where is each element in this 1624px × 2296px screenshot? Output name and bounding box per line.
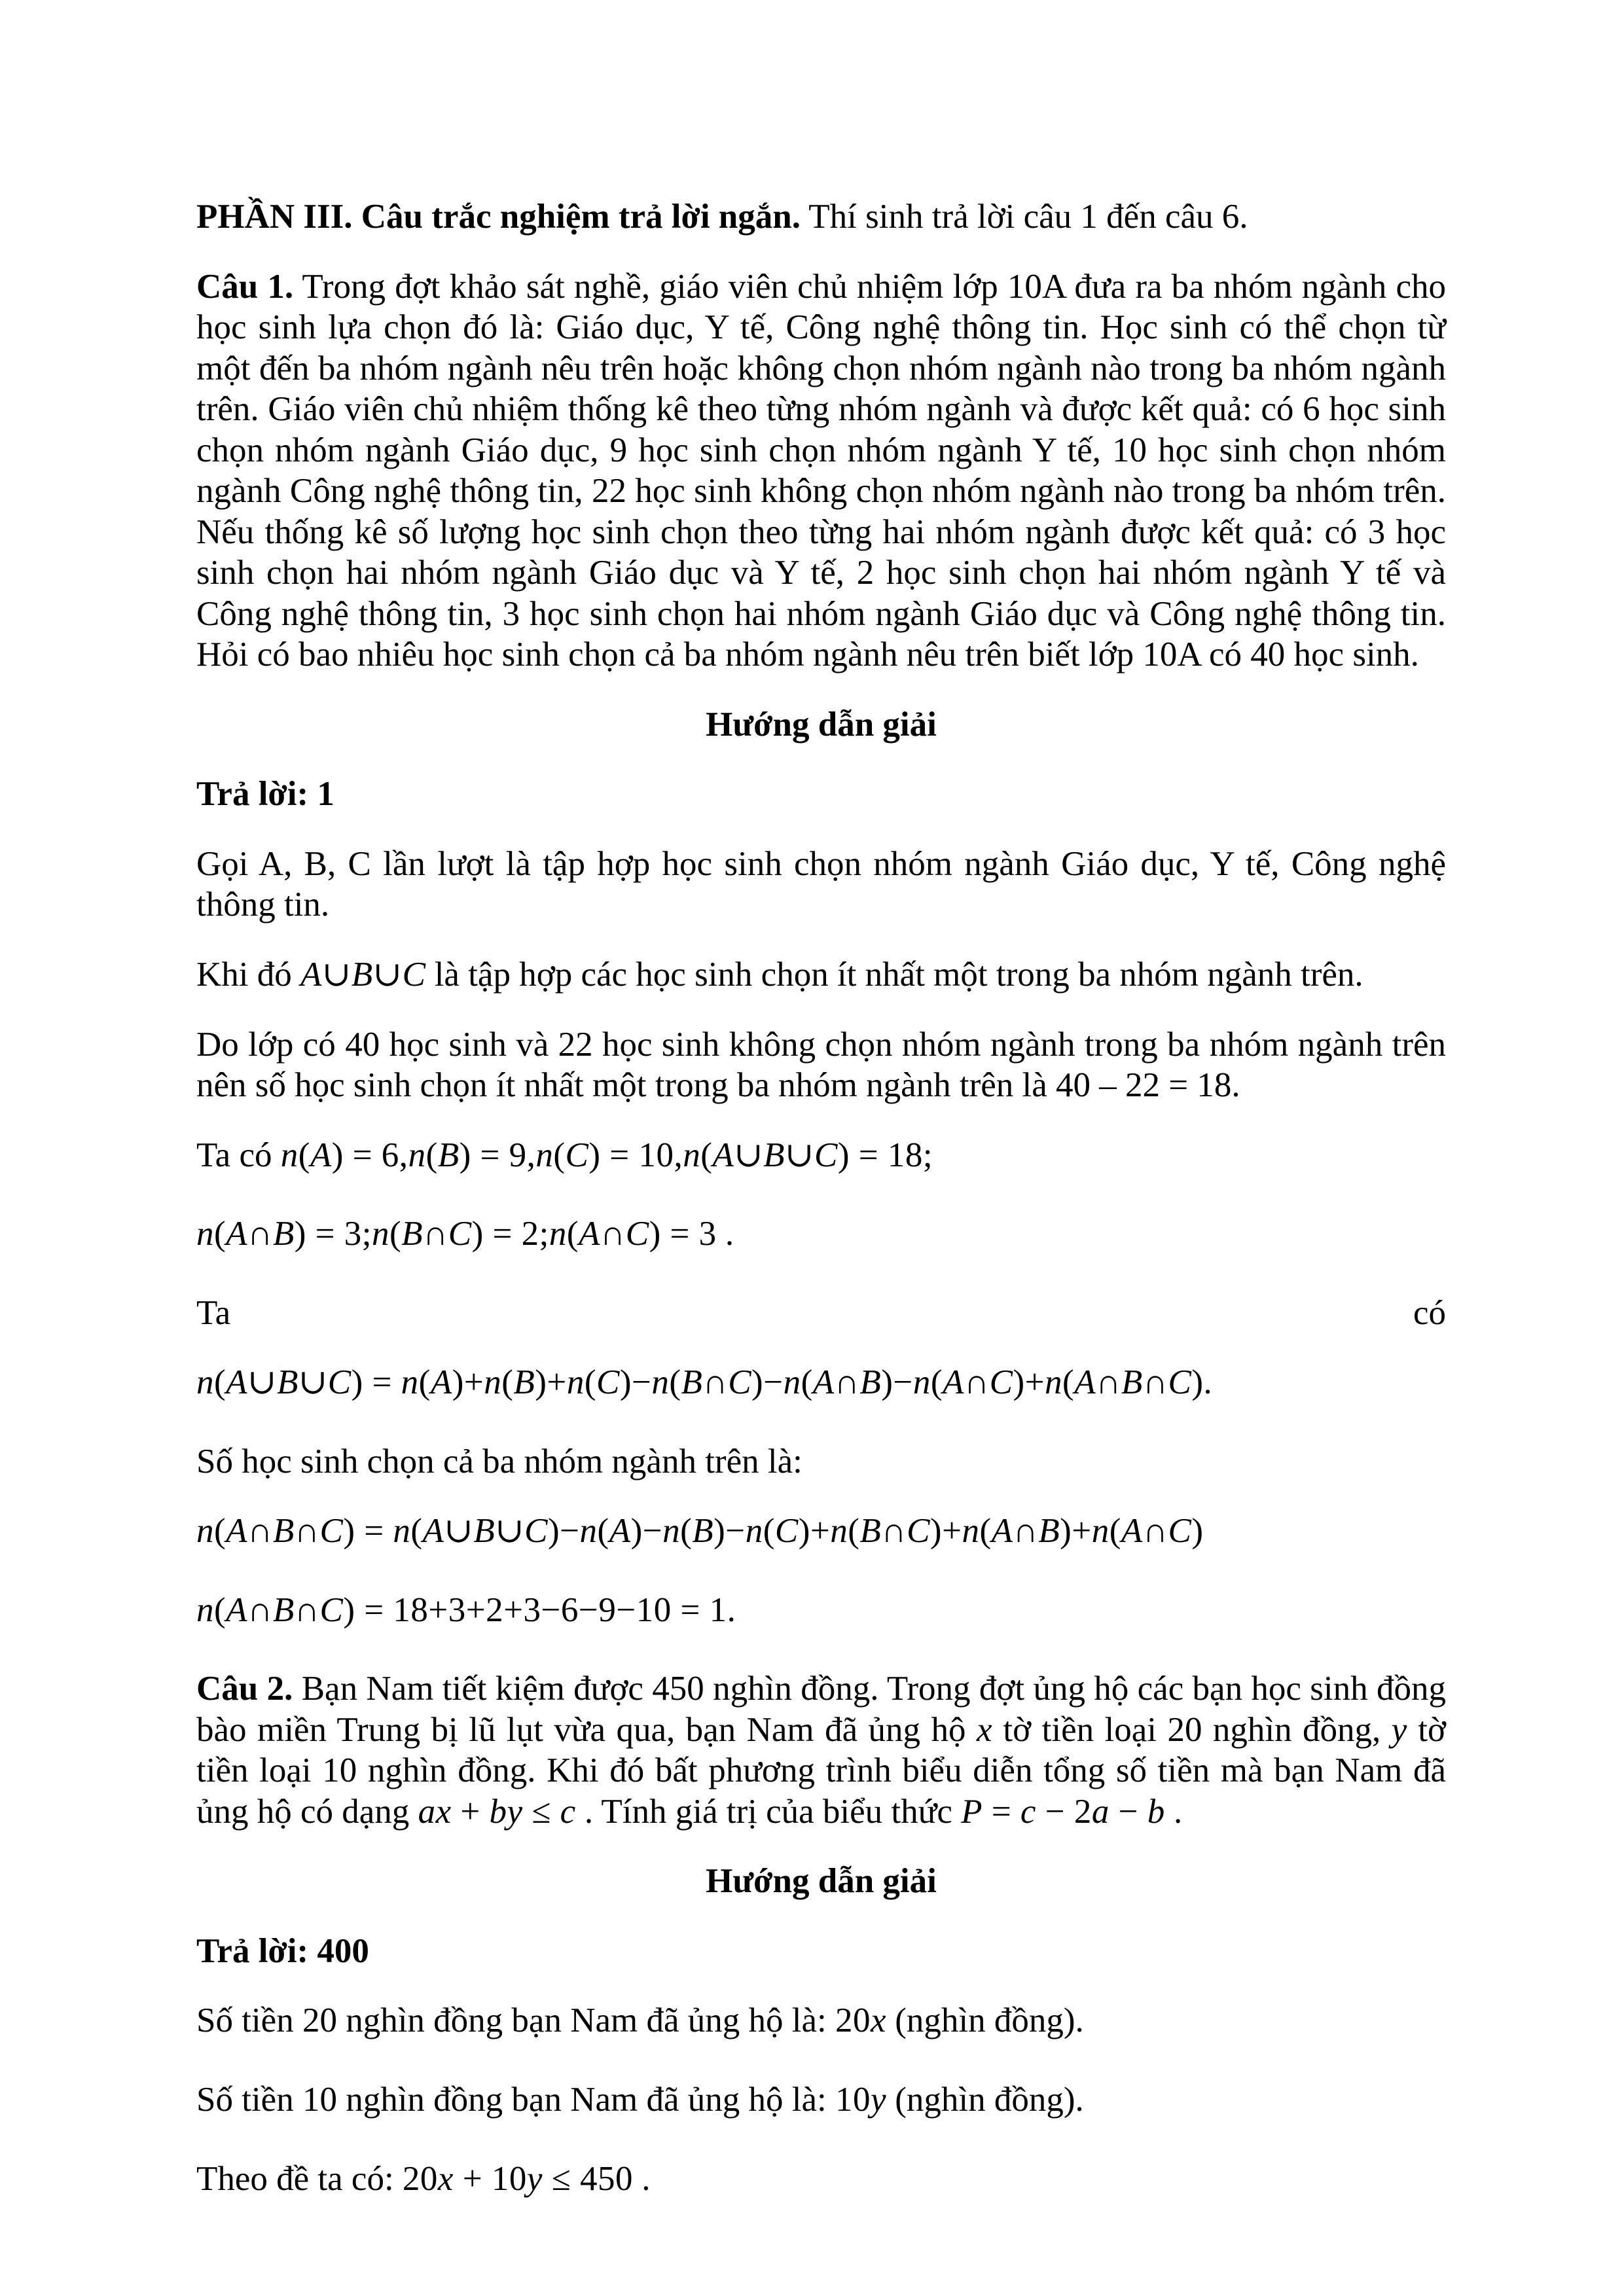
cau2-label: Câu 2. <box>196 1670 293 1708</box>
math-expression: n(A∪B∪C) = n(A)+n(B)+n(C)−n(B∩C)−n(A∩B)−n(A∩C)+n(A∩B∩C). <box>196 1363 1213 1402</box>
cau1-statement <box>196 266 1446 675</box>
solution-text: là tập hợp các học sinh chọn ít nhất một trong ba nhóm ngành trên. <box>425 955 1363 994</box>
cau2-statement-text: Bạn Nam tiết kiệm được 450 nghìn đồng. Trong đợt ủng hộ các bạn học sinh đồng bào miền Trung bị lũ lụt vừa qua, bạn Nam đã ủng hộ <box>196 1670 1446 1749</box>
math-expression: n(A) = 6,n(B) = 9,n(C) = 10,n(A∪B∪C) = 18; <box>280 1136 933 1174</box>
cau2-solution-p3 <box>196 2159 1446 2200</box>
math-expression: n(A∩B) = 3;n(B∩C) = 2;n(A∩C) = 3 <box>196 1215 717 1253</box>
cau1-label: Câu 1. <box>196 267 294 306</box>
math-expression: A∪B∪C <box>300 955 426 994</box>
math-expression: y <box>1391 1710 1407 1749</box>
solution-text: Số học sinh chọn cả ba nhóm ngành trên là: <box>196 1442 803 1480</box>
cau1-equation-3 <box>196 1362 1446 1403</box>
cau1-solution-p1 <box>196 844 1446 925</box>
cau1-guide-heading: Hướng dẫn giải <box>706 705 937 744</box>
math-expression: ax + by ≤ c <box>418 1792 576 1831</box>
section-header-bold: PHẦN III. Câu trắc nghiệm trả lời ngắn. <box>196 198 801 236</box>
cau2-statement-text: . Tính giá trị của biểu thức <box>575 1792 962 1831</box>
solution-text: Khi đó <box>196 955 300 994</box>
solution-text: Ta có <box>196 1136 281 1174</box>
cau1-equation-4 <box>196 1511 1446 1552</box>
cau1-statement-text: Trong đợt khảo sát nghề, giáo viên chủ nhiệm lớp 10A đưa ra ba nhóm ngành cho học sinh lựa chọn đó là: Giáo dục, Y tế, Công nghệ thông tin. Học sinh có thể chọn từ một đến ba nhóm ngành nêu trên hoặc không chọn nhóm ngành nào trong ba nhóm ngành trên. Giáo viên chủ nhiệm thống kê theo từng nhóm ngành và được kết quả: có 6 học sinh chọn nhóm ngành Giáo dục, 9 học sinh chọn nhóm ngành Y tế, 10 học sinh chọn nhóm ngành Công nghệ thông tin, 22 học sinh không chọn nhóm ngành nào trong ba nhóm trên. Nếu thống kê số lượng học sinh chọn theo từng hai nhóm ngành được kết quả: có 3 học sinh chọn hai nhóm ngành Giáo dục và Y tế, 2 học sinh chọn hai nhóm ngành Y tế và Công nghệ thông tin, 3 học sinh chọn hai nhóm ngành Giáo dục và Công nghệ thông tin. Hỏi có bao nhiêu học sinh chọn cả ba nhóm ngành nêu trên biết lớp 10A có 40 học sinh. <box>196 267 1446 674</box>
cau2-statement-text: . <box>1164 1792 1183 1831</box>
section-header-regular: Thí sinh trả lời câu 1 đến câu 6. <box>801 198 1248 236</box>
justified-left-word: Ta <box>196 1293 231 1332</box>
math-expression: x <box>976 1710 992 1749</box>
math-expression: 20x + 10y ≤ 450 <box>402 2159 633 2198</box>
cau2-statement-text: tờ tiền loại 10 nghìn đồng. Khi đó bất phương trình biểu diễn tổng số tiền mà bạn Nam đã ủng hộ có dạng <box>196 1710 1446 1831</box>
solution-text: Số tiền 20 nghìn đồng bạn Nam đã ủng hộ là: <box>196 2001 835 2040</box>
section-header <box>196 196 1446 238</box>
solution-text: Do lớp có 40 học sinh và 22 học sinh không chọn nhóm ngành trong ba nhóm ngành trên nên số học sinh chọn ít nhất một trong ba nhóm ngành trên là 40 – 22 = 18. <box>196 1025 1446 1105</box>
solution-text: . <box>632 2159 651 2198</box>
cau1-solution-p2 <box>196 954 1446 996</box>
justified-right-word: có <box>1413 1293 1446 1332</box>
cau2-answer-line: Trả lời: 400 <box>196 1931 369 1970</box>
cau1-justified-line <box>196 1293 1446 1334</box>
cau1-equation-1 <box>196 1135 1446 1176</box>
math-expression: n(A∩B∩C) = 18+3+2+3−6−9−10 = 1. <box>196 1590 736 1629</box>
math-expression: n(A∩B∩C) = n(A∪B∪C)−n(A)−n(B)−n(C)+n(B∩C)+n(A∩B)+n(A∩C) <box>196 1512 1204 1551</box>
solution-text: Số tiền 10 nghìn đồng bạn Nam đã ủng hộ là: <box>196 2081 835 2119</box>
cau2-solution-p2 <box>196 2079 1446 2121</box>
cau2-statement-text: tờ tiền loại 20 nghìn đồng, <box>992 1710 1392 1749</box>
cau1-answer-line: Trả lời: 1 <box>196 775 334 814</box>
cau2-solution-p1 <box>196 2000 1446 2041</box>
solution-text: (nghìn đồng). <box>886 2081 1084 2119</box>
cau2-guide-heading: Hướng dẫn giải <box>706 1862 937 1901</box>
math-expression: 20x <box>835 2001 887 2040</box>
cau1-equation-2 <box>196 1213 1446 1255</box>
solution-text: Theo đề ta có: <box>196 2159 403 2198</box>
math-expression: P = c − 2a − b <box>961 1792 1165 1831</box>
cau2-statement <box>196 1668 1446 1832</box>
solution-text: Gọi A, B, C lần lượt là tập hợp học sinh chọn nhóm ngành Giáo dục, Y tế, Công nghệ thông tin. <box>196 844 1446 924</box>
solution-text: (nghìn đồng). <box>886 2001 1084 2040</box>
solution-text: . <box>716 1215 734 1253</box>
cau1-solution-p8 <box>196 1441 1446 1482</box>
cau1-solution-p3 <box>196 1024 1446 1106</box>
math-expression: 10y <box>835 2081 887 2119</box>
cau1-equation-5 <box>196 1590 1446 1631</box>
